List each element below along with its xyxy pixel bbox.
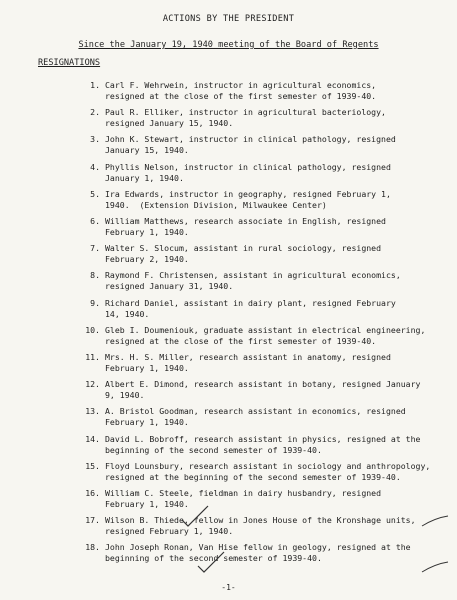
item-number: 6. bbox=[90, 216, 100, 226]
item-text-line1: Ira Edwards, instructor in geography, resigned February 1, bbox=[105, 188, 391, 199]
item-text-line1: Richard Daniel, assistant in dairy plant, resigned February bbox=[105, 297, 396, 308]
item-text-line1: Carl F. Wehrwein, instructor in agricultural economics, bbox=[105, 80, 377, 90]
item-number: 8. bbox=[90, 270, 100, 281]
item-text-line2: February 1, 1940. bbox=[105, 363, 189, 373]
page-number: -1- bbox=[221, 583, 236, 592]
item-text-line1: Mrs. H. S. Miller, research assistant in anatomy, resigned bbox=[105, 352, 391, 362]
item-text-line2: February 2, 1940. bbox=[105, 254, 189, 265]
item-number: 17. bbox=[85, 515, 100, 526]
page-title: ACTIONS BY THE PRESIDENT bbox=[162, 14, 295, 24]
item-text-line2: resigned February 1, 1940. bbox=[105, 526, 234, 537]
item-number: 15. bbox=[85, 460, 100, 471]
item-text-line1: David L. Bobroff, research assistant in physics, resigned at the bbox=[105, 433, 421, 444]
page-subtitle: Since the January 19, 1940 meeting of the Board of Regents bbox=[78, 40, 379, 50]
item-text-line1: Floyd Lounsbury, research assistant in sociology and anthropology, bbox=[105, 460, 431, 471]
item-text-line1: Albert E. Dimond, research assistant in botany, resigned January bbox=[105, 379, 421, 390]
item-number: 4. bbox=[90, 161, 100, 172]
item-text-line1: William C. Steele, fieldman in dairy husbandry, resigned bbox=[105, 488, 382, 498]
item-text-line2: resigned January 15, 1940. bbox=[105, 118, 234, 129]
item-text-line1: John Joseph Ronan, Van Hise fellow in geology, resigned at the bbox=[105, 542, 411, 553]
item-text-line2: resigned at the close of the first semester of 1939-40. bbox=[105, 335, 377, 346]
item-text-line1: John K. Stewart, instructor in clinical pathology, resigned bbox=[105, 134, 396, 145]
item-text-line1: Phyllis Nelson, instructor in clinical pathology, resigned bbox=[105, 161, 391, 172]
checkmark-17-icon bbox=[180, 504, 210, 528]
item-text-line2: 9, 1940. bbox=[105, 390, 145, 401]
item-number: 5. bbox=[90, 188, 100, 199]
item-number: 11. bbox=[85, 352, 100, 362]
item-text-line1: Walter S. Slocum, assistant in rural sociology, resigned bbox=[105, 243, 382, 254]
item-text-line1: Gleb I. Doumeniouk, graduate assistant in electrical engineering, bbox=[105, 324, 426, 335]
item-text-line2: beginning of the second semester of 1939-40. bbox=[105, 444, 322, 455]
item-text-line1: A. Bristol Goodman, research assistant in economics, resigned bbox=[105, 406, 406, 417]
item-text-line2: January 15, 1940. bbox=[105, 145, 189, 156]
item-number: 9. bbox=[90, 297, 100, 308]
item-text-line1: Wilson B. Thiede, fellow in Jones House of the Kronshage units, bbox=[105, 515, 416, 526]
item-number: 7. bbox=[90, 243, 100, 254]
item-number: 1. bbox=[90, 80, 100, 90]
item-number: 18. bbox=[85, 542, 100, 553]
item-number: 10. bbox=[85, 324, 100, 335]
item-text-line1: Raymond F. Christensen, assistant in agricultural economics, bbox=[105, 270, 401, 281]
item-text-line2: February 1, 1940. bbox=[105, 227, 189, 237]
item-text-line1: Paul R. Elliker, instructor in agricultural bacteriology, bbox=[105, 107, 386, 118]
item-text-line2: resigned January 31, 1940. bbox=[105, 281, 234, 292]
item-text-line2: February 1, 1940. bbox=[105, 499, 189, 509]
item-number: 2. bbox=[90, 107, 100, 118]
item-text-line1: William Matthews, research associate in English, resigned bbox=[105, 216, 386, 226]
item-number: 16. bbox=[85, 488, 100, 498]
item-number: 3. bbox=[90, 134, 100, 145]
item-text-line2: 14, 1940. bbox=[105, 308, 150, 319]
item-number: 12. bbox=[85, 379, 100, 390]
item-number: 13. bbox=[85, 406, 100, 417]
item-text-line2: February 1, 1940. bbox=[105, 417, 189, 428]
item-text-line2: resigned at the beginning of the second semester of 1939-40. bbox=[105, 471, 401, 482]
item-text-line2: 1940. (Extension Division, Milwaukee Center) bbox=[105, 199, 327, 210]
section-heading-resignations: RESIGNATIONS bbox=[38, 58, 101, 68]
item-number: 14. bbox=[85, 433, 100, 444]
margin-stroke-18-icon bbox=[420, 560, 450, 576]
item-text-line2: January 1, 1940. bbox=[105, 172, 184, 183]
checkmark-18-icon bbox=[196, 550, 226, 574]
item-text-line2: beginning of the second semester of 1939-40. bbox=[105, 553, 322, 564]
margin-stroke-17-icon bbox=[420, 514, 450, 530]
item-text-line2: resigned at the close of the first semester of 1939-40. bbox=[105, 91, 377, 101]
